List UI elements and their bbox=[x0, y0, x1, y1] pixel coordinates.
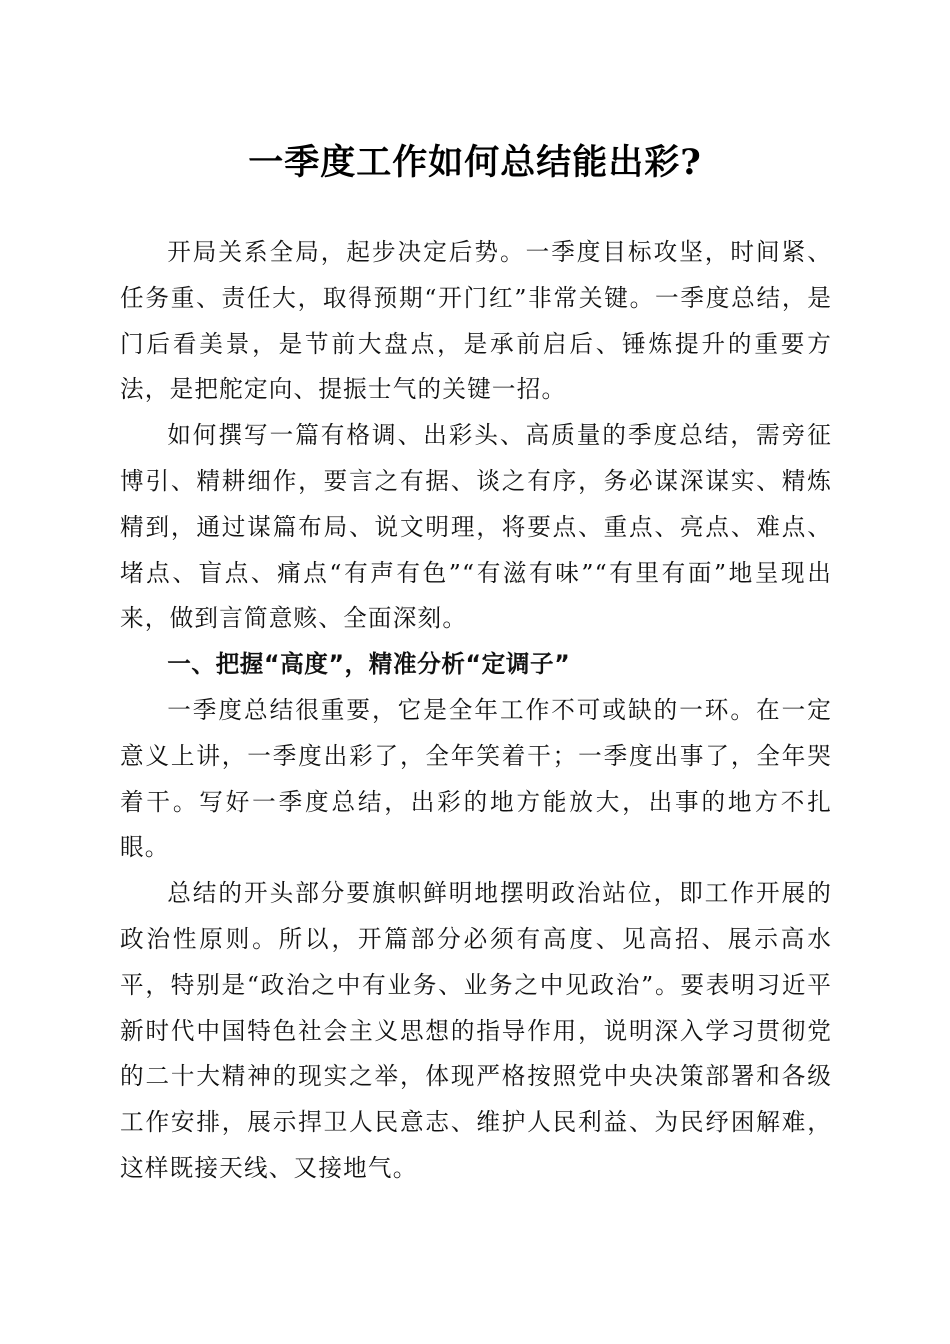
section1-paragraph-1: 一季度总结很重要，它是全年工作不可或缺的一环。在一定意义上讲，一季度出彩了，全年笑着干；一季度出事了，全年哭着干。写好一季度总结，出彩的地方能放大，出事的地方不扎眼。 bbox=[120, 695, 832, 862]
intro-paragraph-2: 如何撰写一篇有格调、出彩头、高质量的季度总结，需旁征博引、精耕细作，要言之有据、谈之有序，务必谋深谋实、精炼精到，通过谋篇布局、说文明理，将要点、重点、亮点、难点、堵点、盲点、痛点“有声有色”“有滋有味”“有里有面”地呈现出来，做到言简意赅、全面深刻。 bbox=[120, 421, 832, 633]
document-title: 一季度工作如何总结能出彩? bbox=[248, 142, 702, 183]
document-body bbox=[120, 230, 832, 1192]
section-heading-1: 一、把握“高度”，精准分析“定调子” bbox=[167, 650, 571, 679]
section1-paragraph-2: 总结的开头部分要旗帜鲜明地摆明政治站位，即工作开展的政治性原则。所以，开篇部分必须有高度、见高招、展示高水平，特别是“政治之中有业务、业务之中见政治”。要表明习近平新时代中国特色社会主义思想的指导作用，说明深入学习贯彻党的二十大精神的现实之举，体现严格按照党中央决策部署和各级工作安排，展示捍卫人民意志、维护人民利益、为民纾困解难，这样既接天线、又接地气。 bbox=[120, 879, 832, 1182]
intro-paragraph-1: 开局关系全局，起步决定后势。一季度目标攻坚，时间紧、任务重、责任大，取得预期“开门红”非常关键。一季度总结，是门后看美景，是节前大盘点，是承前启后、锤炼提升的重要方法，是把舵定向、提振士气的关键一招。 bbox=[120, 238, 832, 404]
